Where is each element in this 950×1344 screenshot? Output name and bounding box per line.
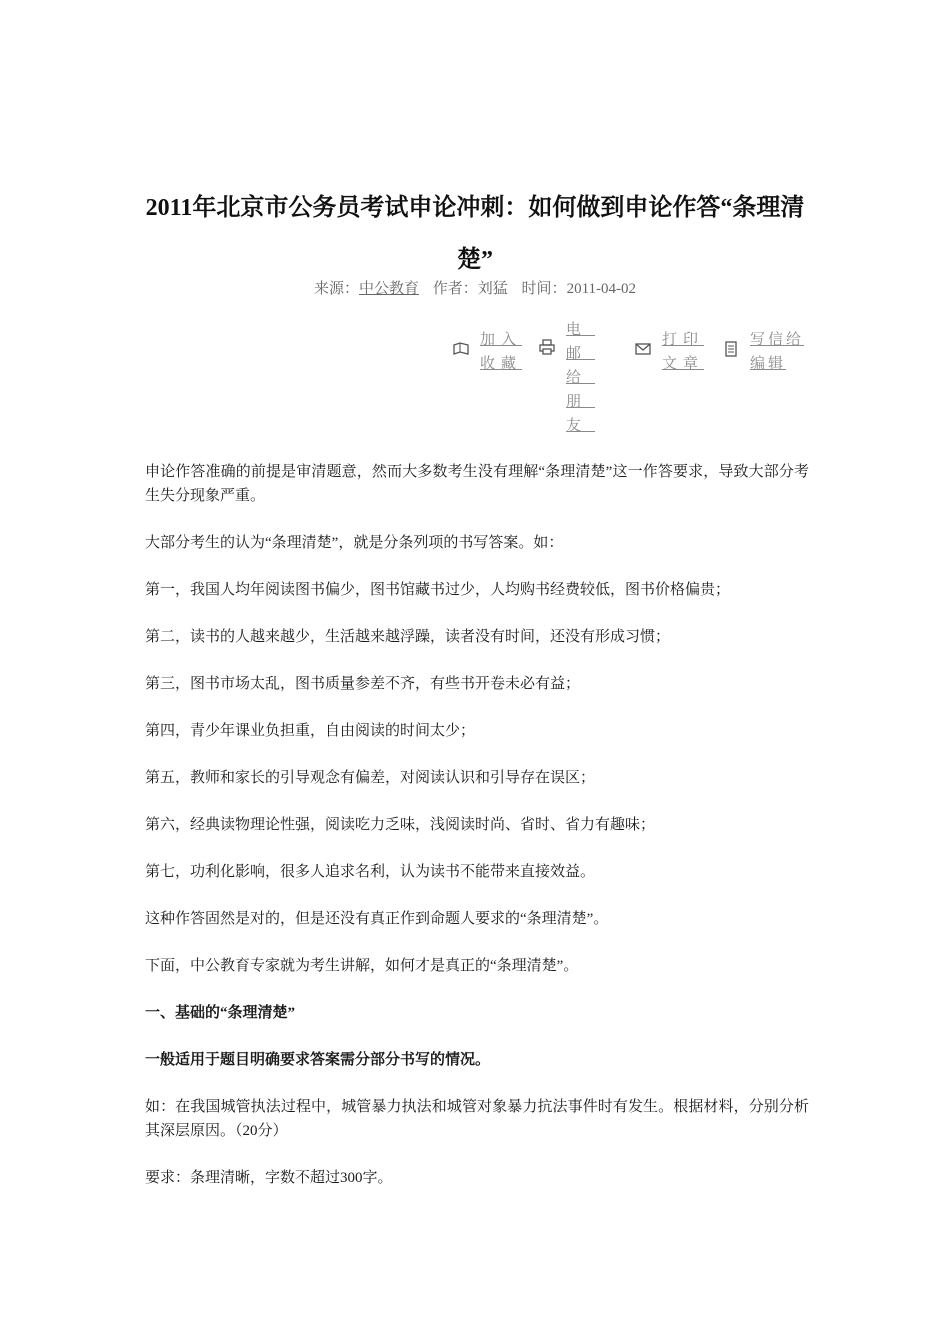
paragraph: 第三，图书市场太乱，图书质量参差不齐，有些书开卷未必有益； — [145, 676, 581, 692]
add-favorite-label[interactable]: 加入收藏 — [480, 332, 523, 372]
write-editor-label[interactable]: 写信给编辑 — [750, 332, 805, 372]
write-editor-button[interactable] — [722, 328, 810, 376]
section-heading: 一、基础的“条理清楚” — [145, 1005, 296, 1021]
time-label: 时间： — [521, 281, 567, 297]
email-friend-label[interactable]: 电邮给朋友 — [566, 322, 596, 434]
section-subheading: 一般适用于题目明确要求答案需分部分书写的情况。 — [145, 1052, 491, 1068]
paragraph: 下面，中公教育专家就为考生讲解，如何才是真正的“条理清楚”。 — [145, 958, 579, 974]
author-name: 刘猛 — [477, 281, 508, 297]
source-link[interactable]: 中公教育 — [359, 281, 420, 297]
publish-date: 2011-04-02 — [566, 281, 636, 297]
paragraph: 第二，读书的人越来越少，生活越来越浮躁，读者没有时间，还没有形成习惯； — [145, 629, 671, 645]
email-friend-button[interactable] — [538, 318, 616, 438]
paragraph: 第六，经典读物理论性强，阅读吃力乏味，浅阅读时尚、省时、省力有趣味； — [145, 817, 656, 833]
paragraph: 第四，青少年课业负担重，自由阅读的时间太少； — [145, 723, 476, 739]
envelope-icon — [634, 340, 652, 358]
add-favorite-button[interactable] — [452, 328, 528, 376]
article-toolbar — [452, 318, 812, 434]
paragraph: 要求：条理清晰，字数不超过300字。 — [145, 1170, 393, 1186]
paragraph: 第一，我国人均年阅读图书偏少，图书馆藏书过少，人均购书经费较低，图书价格偏贵； — [145, 582, 731, 598]
article-meta — [0, 278, 950, 300]
bookmark-icon — [452, 340, 470, 358]
author-label: 作者： — [432, 281, 478, 297]
paragraph: 如：在我国城管执法过程中，城管暴力执法和城管对象暴力抗法事件时有发生。根据材料，分别分析其深层原因。（20分） — [145, 1099, 809, 1139]
paragraph: 第七，功利化影响，很多人追求名利，认为读书不能带来直接效益。 — [145, 864, 596, 880]
paragraph: 第五，教师和家长的引导观念有偏差，对阅读认识和引导存在误区； — [145, 770, 596, 786]
paragraph: 这种作答固然是对的，但是还没有真正作到命题人要求的“条理清楚”。 — [145, 911, 609, 927]
paragraph: 申论作答准确的前提是审清题意，然而大多数考生没有理解“条理清楚”这一作答要求，导致大部分考生失分现象严重。 — [145, 464, 809, 504]
article-body — [145, 460, 809, 1213]
print-article-button[interactable] — [634, 328, 710, 376]
print-article-label[interactable]: 打印文章 — [662, 332, 705, 372]
printer-icon — [538, 338, 556, 356]
note-icon — [722, 340, 740, 358]
article-title: 2011年北京市公务员考试申论冲刺：如何做到申论作答“条理清楚” — [145, 195, 805, 274]
source-label: 来源： — [313, 281, 359, 297]
paragraph: 大部分考生的认为“条理清楚”，就是分条列项的书写答案。如： — [145, 535, 564, 551]
